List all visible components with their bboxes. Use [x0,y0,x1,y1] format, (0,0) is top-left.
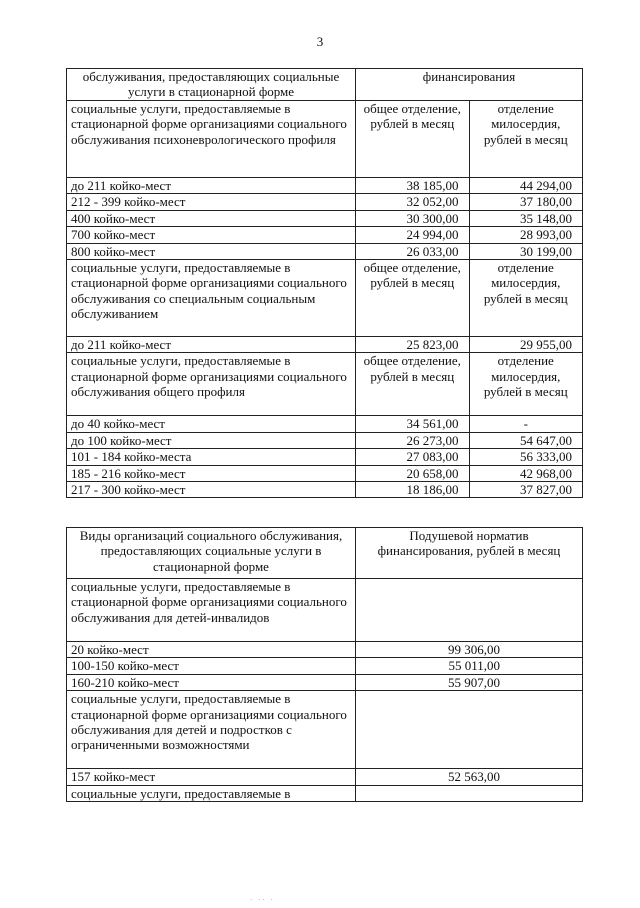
group-header-row [67,353,583,416]
col-general-department: общее отделение, рублей в месяц [356,353,470,416]
row-value: 52 563,00 [356,769,583,785]
group-empty-cell [356,785,583,801]
row-value-general: 30 300,00 [356,210,470,226]
group-empty-cell [356,691,583,769]
row-value-general: 18 186,00 [356,482,470,498]
table-row [67,449,583,465]
group-header-row [67,260,583,337]
header-col-org-type: Виды организаций социального обслуживания, предоставляющих социальные услуги в стационарной форме [67,528,356,579]
table-row [67,337,583,353]
row-value-mercy: 28 993,00 [469,227,583,243]
row-label: 185 - 216 койко-мест [67,465,356,481]
group-header-row [67,785,583,801]
row-value-mercy: 56 333,00 [469,449,583,465]
row-label: 400 койко-мест [67,210,356,226]
group-title: социальные услуги, предоставляемые в стационарной форме организациями социального обслуживания для детей-инвалидов [67,579,356,642]
row-value-mercy: 42 968,00 [469,465,583,481]
table-row [67,178,583,194]
row-value-general: 24 994,00 [356,227,470,243]
table-row [67,482,583,498]
table-row [67,210,583,226]
row-value: 55 907,00 [356,674,583,690]
row-label: 700 койко-мест [67,227,356,243]
row-value-general: 25 823,00 [356,337,470,353]
row-label: до 211 койко-мест [67,337,356,353]
row-label: до 40 койко-мест [67,416,356,432]
row-label: 20 койко-мест [67,642,356,658]
header-col-per-capita-norm: Подушевой норматив финансирования, рублей в месяц [356,528,583,579]
row-label: 800 койко-мест [67,243,356,259]
table-row [67,416,583,432]
row-value-mercy: 29 955,00 [469,337,583,353]
row-label: 157 койко-мест [67,769,356,785]
row-value-mercy: 54 647,00 [469,432,583,448]
row-label: 212 - 399 койко-мест [67,194,356,210]
header-col-org-type: обслуживания, предоставляющих социальные услуги в стационарной форме [67,69,356,101]
group-header-row [67,579,583,642]
col-mercy-department: отделение милосердия, рублей в месяц [469,260,583,337]
page-number: 3 [316,34,324,49]
row-value-mercy: 30 199,00 [469,243,583,259]
row-value-general: 20 658,00 [356,465,470,481]
table-row [67,243,583,259]
row-label: 217 - 300 койко-мест [67,482,356,498]
table-row [67,465,583,481]
group-title: социальные услуги, предоставляемые в стационарной форме организациями социального обслуживания общего профиля [67,353,356,416]
row-value-general: 38 185,00 [356,178,470,194]
col-mercy-department: отделение милосердия, рублей в месяц [469,101,583,178]
row-value-general: 26 273,00 [356,432,470,448]
group-title: социальные услуги, предоставляемые в стационарной форме организациями социального обслуживания психоневрологического профиля [67,101,356,178]
group-title: социальные услуги, предоставляемые в [67,785,356,801]
row-value-mercy: - [469,416,583,432]
row-value-mercy: 35 148,00 [469,210,583,226]
header-col-financing: финансирования [356,69,583,101]
row-value: 55 011,00 [356,658,583,674]
row-label: 160-210 койко-мест [67,674,356,690]
row-value-general: 32 052,00 [356,194,470,210]
col-general-department: общее отделение, рублей в месяц [356,260,470,337]
row-value: 99 306,00 [356,642,583,658]
table-row [67,674,583,690]
row-label: 101 - 184 койко-места [67,449,356,465]
table-row [67,227,583,243]
table-header-row [67,69,583,101]
table-row [67,769,583,785]
table-row [67,194,583,210]
table-row [67,658,583,674]
row-value-general: 26 033,00 [356,243,470,259]
funding-table-1 [66,68,583,498]
group-empty-cell [356,579,583,642]
scan-artifact: · ·· · [250,896,275,904]
row-value-general: 34 561,00 [356,416,470,432]
group-title: социальные услуги, предоставляемые в стационарной форме организациями социального обслуживания для детей и подростков с ограниченными возможностями [67,691,356,769]
table-row [67,642,583,658]
group-header-row [67,101,583,178]
col-general-department: общее отделение, рублей в месяц [356,101,470,178]
group-header-row [67,691,583,769]
row-value-mercy: 37 827,00 [469,482,583,498]
row-label: до 211 койко-мест [67,178,356,194]
table-header-row [67,528,583,579]
group-title: социальные услуги, предоставляемые в стационарной форме организациями социального обслуживания со специальным социальным обслуживанием [67,260,356,337]
row-value-general: 27 083,00 [356,449,470,465]
table-row [67,432,583,448]
row-label: 100-150 койко-мест [67,658,356,674]
row-value-mercy: 44 294,00 [469,178,583,194]
col-mercy-department: отделение милосердия, рублей в месяц [469,353,583,416]
funding-table-2 [66,527,583,802]
row-value-mercy: 37 180,00 [469,194,583,210]
row-label: до 100 койко-мест [67,432,356,448]
